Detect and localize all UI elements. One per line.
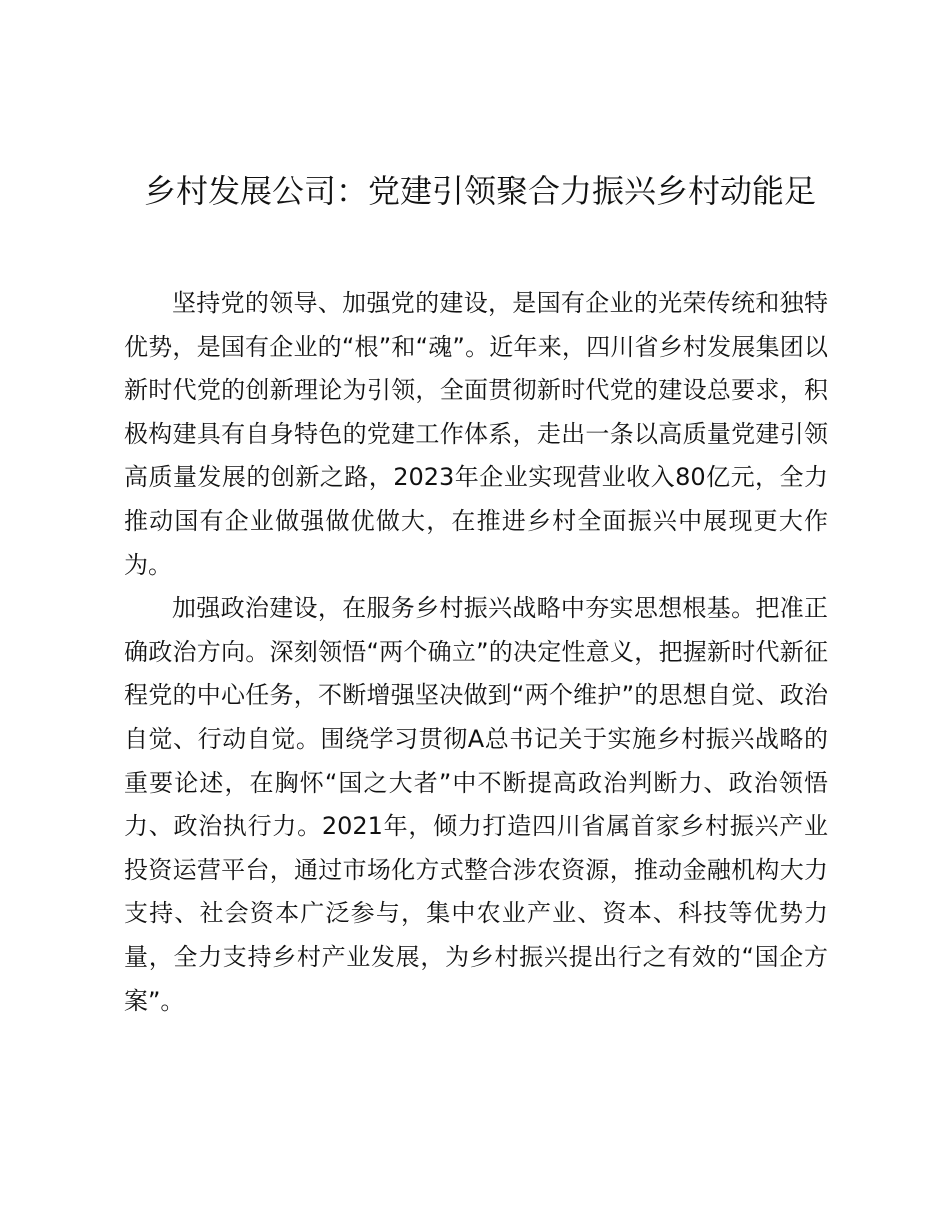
paragraph-2: 加强政治建设，在服务乡村振兴战略中夯实思想根基。把准正确政治方向。深刻领悟“两个确立”的决定性意义，把握新时代新征程党的中心任务，不断增强坚决做到“两个维护”的思想自觉、政治自觉、行动自觉。围绕学习贯彻A总书记关于实施乡村振兴战略的重要论述，在胸怀“国之大者”中不断提高政治判断力、政治领悟力、政治执行力。2021年，倾力打造四川省属首家乡村振兴产业投资运营平台，通过市场化方式整合涉农资源，推动金融机构大力支持、社会资本广泛参与，集中农业产业、资本、科技等优势力量，全力支持乡村产业发展，为乡村振兴提出行之有效的“国企方案”。 xyxy=(124,594,828,1015)
paragraph-1: 坚持党的领导、加强党的建设，是国有企业的光荣传统和独特优势，是国有企业的“根”和“魂”。近年来，四川省乡村发展集团以新时代党的创新理论为引领，全面贯彻新时代党的建设总要求，积极构建具有自身特色的党建工作体系，走出一条以高质量党建引领高质量发展的创新之路，2023年企业实现营业收入80亿元，全力推动国有企业做强做优做大，在推进乡村全面振兴中展现更大作为。 xyxy=(124,289,828,579)
document-body xyxy=(124,282,828,1023)
document-title: 乡村发展公司：党建引领聚合力振兴乡村动能足 xyxy=(143,172,816,210)
